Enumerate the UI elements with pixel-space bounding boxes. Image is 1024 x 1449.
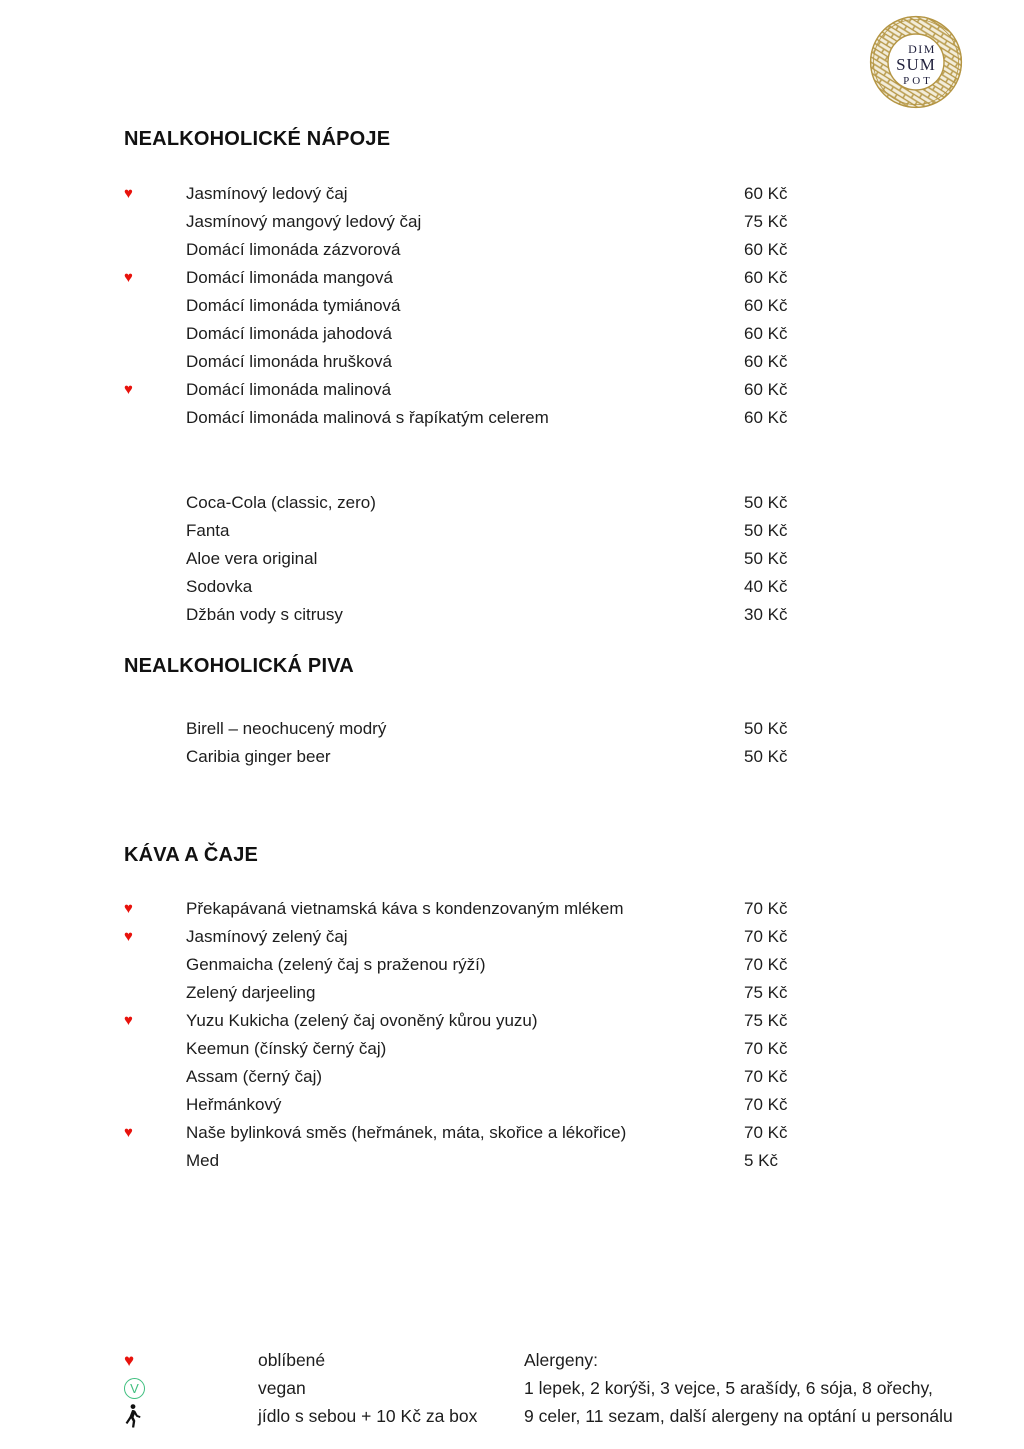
item-price: 60 Kč: [744, 296, 788, 315]
menu-item-row: [124, 545, 924, 573]
item-name: Med: [186, 1151, 220, 1170]
favorite-heart-placeholder: [124, 292, 186, 320]
vegan-icon: V: [124, 1378, 145, 1399]
menu-item-row: [124, 517, 924, 545]
item-price: 30 Kč: [744, 605, 788, 624]
item-name: Jasmínový mangový ledový čaj: [186, 212, 422, 231]
favorite-heart-placeholder: [124, 715, 186, 743]
menu-item-row: [124, 1119, 924, 1147]
menu-item-row: [124, 208, 924, 236]
favorite-heart-placeholder: [124, 1091, 186, 1119]
item-name: Keemun (čínský černý čaj): [186, 1039, 387, 1058]
legend-row-takeaway: [124, 1402, 524, 1430]
item-group: [124, 895, 924, 1175]
item-name: Genmaicha (zelený čaj s praženou rýží): [186, 955, 486, 974]
item-price: 40 Kč: [744, 577, 788, 596]
item-name: Zelený darjeeling: [186, 983, 316, 1002]
item-name: Naše bylinková směs (heřmánek, máta, skořice a lékořice): [186, 1123, 627, 1142]
item-name: Domácí limonáda malinová s řapíkatým celerem: [186, 408, 549, 427]
favorite-heart-placeholder: [124, 320, 186, 348]
item-price: 60 Kč: [744, 184, 788, 203]
item-name: Domácí limonáda jahodová: [186, 324, 393, 343]
item-price: 75 Kč: [744, 983, 788, 1002]
takeaway-walker-icon: [124, 1404, 141, 1428]
menu-item-row: [124, 264, 924, 292]
menu-item-row: [124, 743, 924, 771]
item-group: [124, 715, 924, 771]
section-heading-kava-a-caje: KÁVA A ČAJE: [124, 844, 259, 866]
item-name: Sodovka: [186, 577, 253, 596]
item-price: 60 Kč: [744, 408, 788, 427]
favorite-heart-placeholder: [124, 979, 186, 1007]
item-price: 75 Kč: [744, 1011, 788, 1030]
favorite-heart-icon: ♥: [124, 1012, 133, 1029]
legend-label: jídlo s sebou + 10 Kč za box: [258, 1406, 478, 1426]
favorite-heart-icon: ♥: [124, 900, 133, 917]
menu-item-row: [124, 348, 924, 376]
favorite-heart-placeholder: [124, 517, 186, 545]
favorite-heart-icon: ♥: [124, 269, 133, 286]
item-name: Domácí limonáda mangová: [186, 268, 393, 287]
item-name: Domácí limonáda hrušková: [186, 352, 392, 371]
menu-item-row: [124, 236, 924, 264]
item-group: [124, 180, 924, 432]
legend-icon-cell: [124, 1404, 258, 1428]
item-price: 70 Kč: [744, 927, 788, 946]
legend-label: oblíbené: [258, 1350, 326, 1370]
menu-item-row: [124, 1035, 924, 1063]
item-name: Domácí limonáda tymiánová: [186, 296, 401, 315]
item-price: 60 Kč: [744, 380, 788, 399]
menu-item-row: [124, 1091, 924, 1119]
item-price: 70 Kč: [744, 1123, 788, 1142]
legend-row-favorite: [124, 1346, 524, 1374]
item-price: 70 Kč: [744, 1067, 788, 1086]
favorite-heart-placeholder: [124, 489, 186, 517]
menu-item-row: [124, 1147, 924, 1175]
favorite-heart-placeholder: [124, 1147, 186, 1175]
favorite-heart-placeholder: [124, 404, 186, 432]
section-heading-nealkoholicke-napoje: NEALKOHOLICKÉ NÁPOJE: [124, 128, 391, 150]
item-name: Yuzu Kukicha (zelený čaj ovoněný kůrou yuzu): [186, 1011, 538, 1030]
item-price: 60 Kč: [744, 352, 788, 371]
logo-text-sum: SUM: [896, 55, 936, 74]
menu-item-row: [124, 292, 924, 320]
item-name: Domácí limonáda malinová: [186, 380, 392, 399]
item-price: 50 Kč: [744, 747, 788, 766]
favorite-heart-placeholder: [124, 573, 186, 601]
favorite-heart-placeholder: [124, 236, 186, 264]
favorite-heart-placeholder: [124, 951, 186, 979]
menu-item-row: [124, 376, 924, 404]
favorite-heart-placeholder: [124, 1063, 186, 1091]
item-name: Jasmínový zelený čaj: [186, 927, 348, 946]
allergens-title: Alergeny:: [524, 1350, 598, 1370]
item-price: 70 Kč: [744, 899, 788, 918]
item-price: 50 Kč: [744, 719, 788, 738]
favorite-heart-placeholder: [124, 348, 186, 376]
item-price: 60 Kč: [744, 240, 788, 259]
menu-content: [124, 0, 924, 1175]
favorite-heart-placeholder: [124, 208, 186, 236]
menu-item-row: [124, 320, 924, 348]
legend-icon-cell: [124, 1352, 258, 1369]
favorite-heart-icon: ♥: [124, 185, 133, 202]
logo-text-dim: DIM: [908, 42, 936, 56]
item-name: Heřmánkový: [186, 1095, 282, 1114]
menu-item-row: [124, 923, 924, 951]
menu-item-row: [124, 979, 924, 1007]
item-name: Aloe vera original: [186, 549, 318, 568]
legend-row-vegan: [124, 1374, 524, 1402]
favorite-heart-placeholder: [124, 1035, 186, 1063]
menu-item-row: [124, 180, 924, 208]
heart-icon: ♥: [124, 1350, 135, 1370]
legend: [124, 1346, 524, 1430]
item-price: 70 Kč: [744, 955, 788, 974]
item-price: 50 Kč: [744, 493, 788, 512]
menu-item-row: [124, 895, 924, 923]
item-name: Caribia ginger beer: [186, 747, 331, 766]
item-price: 50 Kč: [744, 549, 788, 568]
menu-item-row: [124, 951, 924, 979]
favorite-heart-placeholder: [124, 743, 186, 771]
item-group: [124, 489, 924, 629]
item-name: Assam (černý čaj): [186, 1067, 323, 1086]
legend-label: vegan: [258, 1378, 306, 1398]
footer: [124, 1346, 953, 1430]
item-name: Birell – neochucený modrý: [186, 719, 387, 738]
item-name: Coca-Cola (classic, zero): [186, 493, 376, 512]
favorite-heart-icon: ♥: [124, 1124, 133, 1141]
item-name: Domácí limonáda zázvorová: [186, 240, 401, 259]
legend-icon-cell: [124, 1378, 258, 1399]
item-price: 60 Kč: [744, 324, 788, 343]
section-heading-nealkoholicka-piva: NEALKOHOLICKÁ PIVA: [124, 655, 354, 677]
item-price: 70 Kč: [744, 1039, 788, 1058]
item-price: 5 Kč: [744, 1151, 779, 1170]
item-price: 75 Kč: [744, 212, 788, 231]
item-price: 50 Kč: [744, 521, 788, 540]
favorite-heart-icon: ♥: [124, 381, 133, 398]
item-price: 70 Kč: [744, 1095, 788, 1114]
item-name: Fanta: [186, 521, 230, 540]
item-name: Džbán vody s citrusy: [186, 605, 343, 624]
favorite-heart-placeholder: [124, 601, 186, 629]
item-price: 60 Kč: [744, 268, 788, 287]
favorite-heart-icon: ♥: [124, 928, 133, 945]
allergens: [524, 1346, 953, 1430]
menu-item-row: [124, 404, 924, 432]
menu-item-row: [124, 715, 924, 743]
menu-item-row: [124, 1007, 924, 1035]
menu-item-row: [124, 489, 924, 517]
menu-item-row: [124, 1063, 924, 1091]
favorite-heart-placeholder: [124, 545, 186, 573]
menu-item-row: [124, 601, 924, 629]
item-name: Překapávaná vietnamská káva s kondenzovaným mlékem: [186, 899, 624, 918]
menu-item-row: [124, 573, 924, 601]
allergens-line-2: 9 celer, 11 sezam, další alergeny na optání u personálu: [524, 1406, 953, 1426]
logo-text-pot: POT: [903, 75, 933, 87]
allergens-line-1: 1 lepek, 2 korýši, 3 vejce, 5 arašídy, 6 sója, 8 ořechy,: [524, 1378, 933, 1398]
item-name: Jasmínový ledový čaj: [186, 184, 348, 203]
